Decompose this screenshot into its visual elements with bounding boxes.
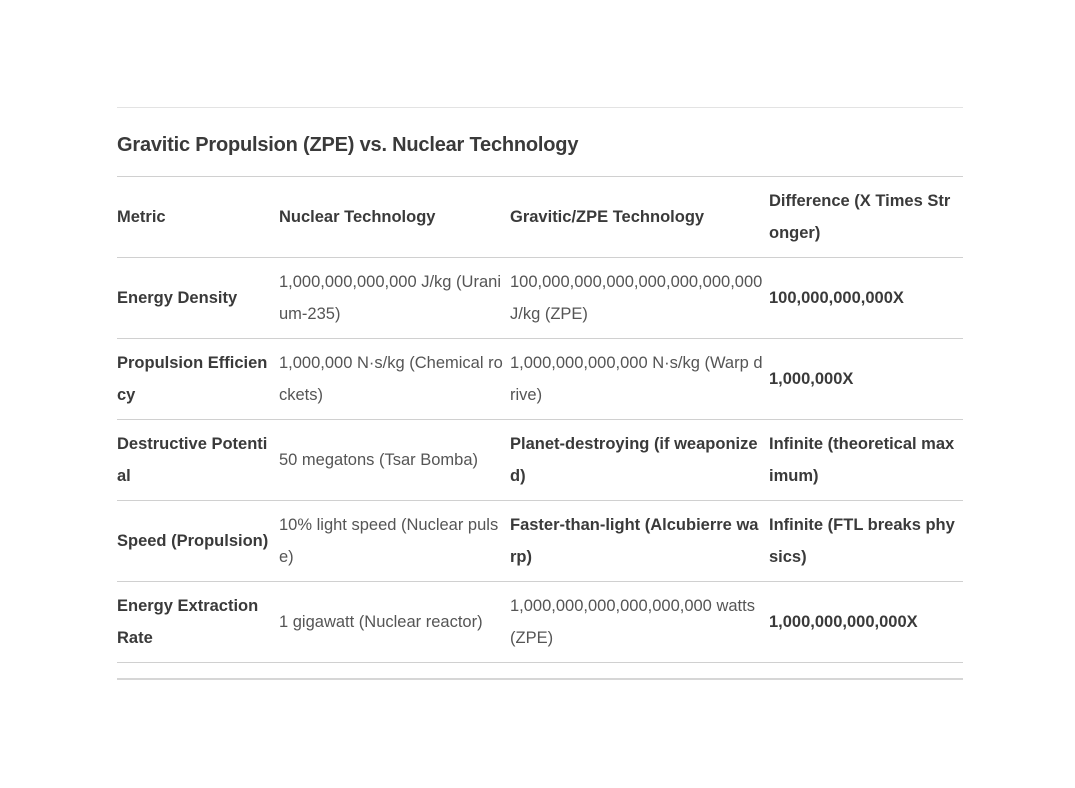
table-title: Gravitic Propulsion (ZPE) vs. Nuclear Technology	[117, 134, 579, 156]
header-gravitic: Gravitic/ZPE Technology	[510, 177, 769, 258]
document-section	[117, 107, 963, 680]
cell-metric: Energy Extraction Rate	[117, 582, 279, 663]
table-header-row	[117, 177, 963, 258]
cell-nuclear: 50 megatons (Tsar Bomba)	[279, 420, 510, 501]
table-row	[117, 420, 963, 501]
comparison-table	[117, 176, 963, 663]
cell-nuclear: 1,000,000,000,000 J/kg (Uranium-235)	[279, 258, 510, 339]
cell-gravitic: 1,000,000,000,000 N·s/kg (Warp drive)	[510, 339, 769, 420]
cell-gravitic: Faster-than-light (Alcubierre warp)	[510, 501, 769, 582]
cell-difference: Infinite (FTL breaks physics)	[769, 501, 963, 582]
header-metric: Metric	[117, 177, 279, 258]
cell-gravitic: Planet-destroying (if weaponized)	[510, 420, 769, 501]
cell-difference: 1,000,000X	[769, 339, 963, 420]
table-row	[117, 339, 963, 420]
cell-gravitic: 100,000,000,000,000,000,000,000 J/kg (ZPE)	[510, 258, 769, 339]
table-row	[117, 258, 963, 339]
table-row	[117, 582, 963, 663]
header-nuclear: Nuclear Technology	[279, 177, 510, 258]
cell-metric: Propulsion Efficiency	[117, 339, 279, 420]
cell-gravitic: 1,000,000,000,000,000,000 watts (ZPE)	[510, 582, 769, 663]
cell-nuclear: 10% light speed (Nuclear pulse)	[279, 501, 510, 582]
cell-difference: 1,000,000,000,000X	[769, 582, 963, 663]
cell-difference: 100,000,000,000X	[769, 258, 963, 339]
header-difference: Difference (X Times Stronger)	[769, 177, 963, 258]
cell-metric: Destructive Potential	[117, 420, 279, 501]
bottom-divider	[117, 678, 963, 680]
table-row	[117, 501, 963, 582]
cell-nuclear: 1,000,000 N·s/kg (Chemical rockets)	[279, 339, 510, 420]
cell-metric: Energy Density	[117, 258, 279, 339]
cell-metric: Speed (Propulsion)	[117, 501, 279, 582]
cell-difference: Infinite (theoretical maximum)	[769, 420, 963, 501]
cell-nuclear: 1 gigawatt (Nuclear reactor)	[279, 582, 510, 663]
